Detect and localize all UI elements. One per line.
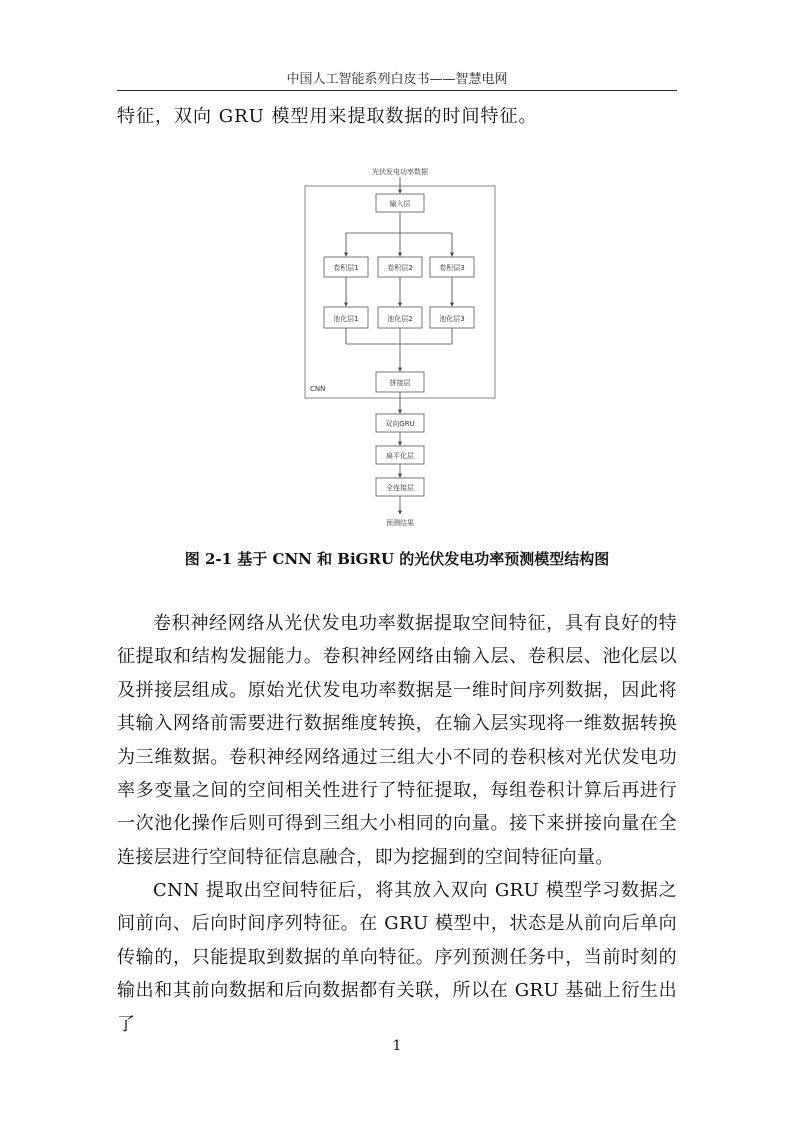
- pool-layer-2-box: [378, 307, 422, 328]
- concat-layer-box: [376, 372, 424, 392]
- conv-layer-2-box: [378, 257, 422, 277]
- figure-caption: 图 2-1 基于 CNN 和 BiGRU 的光伏发电功率预测模型结构图: [184, 550, 610, 568]
- dense-layer-box: [376, 478, 424, 496]
- conv-layer-2-label: 卷积层2: [387, 264, 413, 272]
- conv-layer-1-box: [324, 257, 368, 277]
- dense-layer-label: 全连接层: [386, 484, 414, 492]
- conv-layer-1-label: 卷积层1: [333, 264, 359, 272]
- concat-layer-label: 拼接层: [389, 379, 411, 387]
- pool-layer-3-box: [430, 307, 474, 328]
- conv-layer-3-box: [430, 257, 474, 277]
- flatten-layer-label: 扁平化层: [386, 452, 414, 460]
- paragraph-1: 卷积神经网络从光伏发电功率数据提取空间特征，具有良好的特征提取和结构发掘能力。卷积神经网络由输入层、卷积层、池化层以及拼接层组成。原始光伏发电功率数据是一维时间序列数据，因此将其输入网络前需要进行数据维度转换，在输入层实现将一维数据转换为三维数据。卷积神经网络通过三组大小不同的卷积核对光伏发电功率多变量之间的空间相关性进行了特征提取，每组卷积计算后再进行一次池化操作后则可得到三组大小相同的向量。接下来拼接向量在全连接层进行空间特征信息融合，即为挖掘到的空间特征向量。: [117, 613, 677, 868]
- pool-layer-1-label: 池化层1: [333, 315, 359, 323]
- page-header: 中国人工智能系列白皮书——智慧电网: [286, 72, 508, 87]
- input-layer-label: 输入层: [389, 200, 411, 208]
- pool-layer-3-label: 池化层3: [439, 315, 465, 323]
- conv-layer-3-label: 卷积层3: [439, 264, 465, 272]
- paragraph-2: CNN 提取出空间特征后，将其放入双向 GRU 模型学习数据之间前向、后向时间序列特征。在 GRU 模型中，状态是从前向后单向传输的，只能提取到数据的单向特征。序列预测任务中，当前时刻的输出和其前向数据和后向数据都有关联，所以在 GRU 基础上衍生出了: [117, 880, 677, 1035]
- bigru-layer-box: [376, 414, 424, 432]
- pool-layer-1-box: [324, 307, 368, 328]
- header-divider: [117, 90, 677, 91]
- diagram-svg: [300, 160, 500, 530]
- intro-line: 特征，双向 GRU 模型用来提取数据的时间特征。: [117, 106, 538, 127]
- input-layer-box: [376, 194, 424, 212]
- bigru-layer-label: 双向GRU: [385, 420, 415, 428]
- page-number: 1: [392, 1038, 402, 1054]
- cnn-label: CNN: [310, 385, 326, 393]
- input-data-label: 光伏发电功率数据: [372, 168, 428, 176]
- pool-layer-2-label: 池化层2: [387, 315, 413, 323]
- flatten-layer-box: [376, 446, 424, 464]
- output-label: 预测结果: [386, 519, 414, 527]
- model-diagram: [300, 160, 500, 530]
